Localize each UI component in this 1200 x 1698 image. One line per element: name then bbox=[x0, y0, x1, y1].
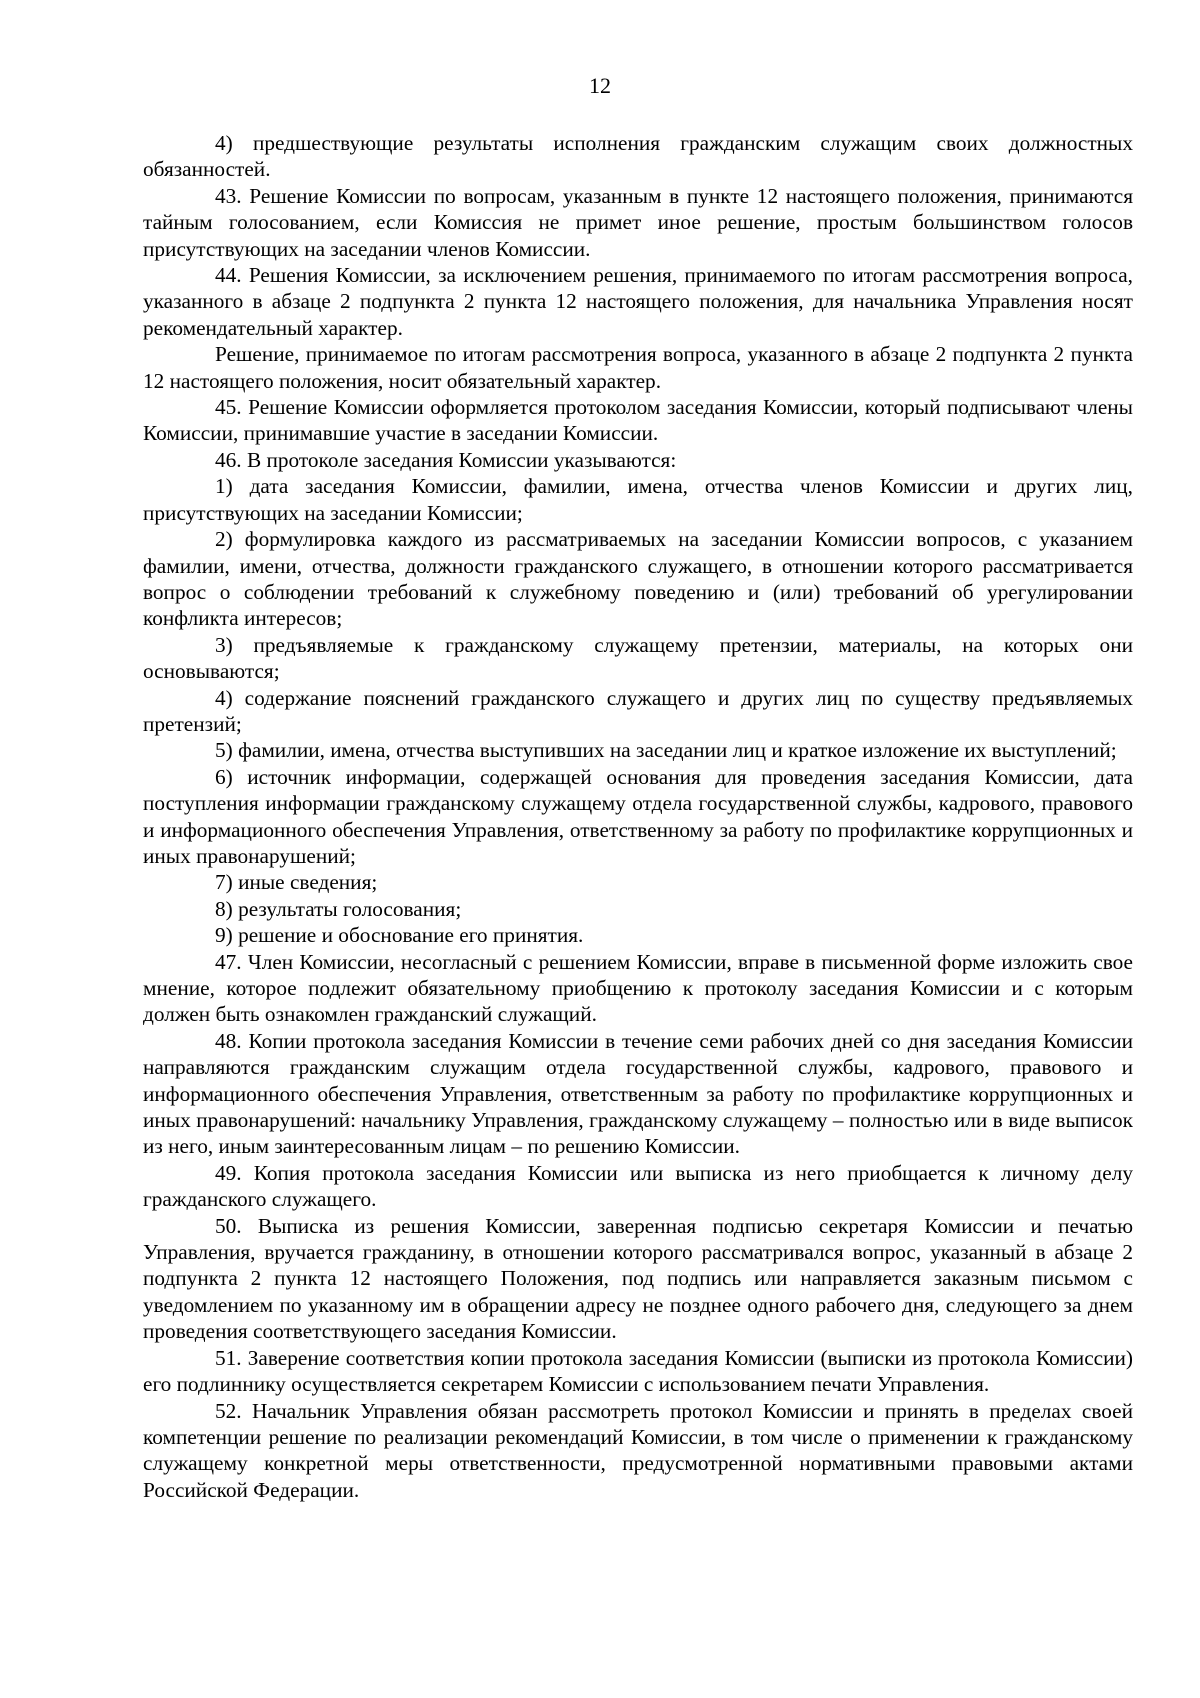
paragraph-49: 49. Копия протокола заседания Комиссии или выписка из него приобщается к личному делу гражданского служащего. bbox=[143, 1160, 1133, 1212]
paragraph-46: 46. В протоколе заседания Комиссии указываются: bbox=[215, 447, 677, 472]
paragraph-46-item-7: 7) иные сведения; bbox=[215, 870, 378, 895]
paragraph-51: 51. Заверение соответствия копии протокола заседания Комиссии (выписки из протокола Комиссии) его подлиннику осуществляется секретарем Комиссии с использованием печати Управления. bbox=[143, 1345, 1133, 1397]
paragraph-item-4: 4) предшествующие результаты исполнения гражданским служащим своих должностных обязанностей. bbox=[143, 131, 1133, 182]
paragraph-44: 44. Решения Комиссии, за исключением решения, принимаемого по итогам рассмотрения вопроса, указанного в абзаце 2 подпункта 2 пункта 12 настоящего положения, для начальника Управления носят рекомендательный характер. bbox=[143, 263, 1133, 340]
page-number: 12 bbox=[589, 73, 611, 98]
paragraph-52: 52. Начальник Управления обязан рассмотреть протокол Комиссии и принять в пределах своей компетенции решение по реализации рекомендаций Комиссии, в том числе о применении к гражданскому служащему конкретной меры ответственности, предусмотренной нормативными правовыми актами Российской Федерации. bbox=[143, 1398, 1133, 1502]
paragraph-46-item-3: 3) предъявляемые к гражданскому служащему претензии, материалы, на которых они основываются; bbox=[143, 632, 1133, 684]
paragraph-46-item-4: 4) содержание пояснений гражданского служащего и других лиц по существу предъявляемых претензий; bbox=[143, 685, 1133, 736]
paragraph-46-item-8: 8) результаты голосования; bbox=[215, 896, 462, 921]
paragraph-43: 43. Решение Комиссии по вопросам, указанным в пункте 12 настоящего положения, принимаются тайным голосованием, если Комиссия не примет иное решение, простым большинством голосов присутствующих на заседании членов Комиссии. bbox=[143, 183, 1133, 261]
paragraph-48: 48. Копии протокола заседания Комиссии в течение семи рабочих дней со дня заседания Комиссии направляются гражданским служащим отдела государственной службы, кадрового, правового и информационного обеспечения Управления, ответственным за работу по профилактике коррупционных и иных правонарушений: начальнику Управления, гражданскому служащему – полностью или в виде выписок из него, иным заинтересованным лицам – по решению Комиссии. bbox=[143, 1028, 1133, 1159]
paragraph-50: 50. Выписка из решения Комиссии, заверенная подписью секретаря Комиссии и печатью Управления, вручается гражданину, в отношении которого рассматривался вопрос, указанный в абзаце 2 подпункта 2 пункта 12 настоящего Положения, под подпись или направляется заказным письмом с уведомлением по указанному им в обращении адресу не позднее одного рабочего дня, следующего за днем проведения соответствующего заседания Комиссии. bbox=[143, 1213, 1133, 1344]
paragraph-46-item-1: 1) дата заседания Комиссии, фамилии, имена, отчества членов Комиссии и других лиц, присутствующих на заседании Комиссии; bbox=[143, 474, 1133, 525]
paragraph-47: 47. Член Комиссии, несогласный с решением Комиссии, вправе в письменной форме изложить свое мнение, которое подлежит обязательному приобщению к протоколу заседания Комиссии и с которым должен быть ознакомлен гражданский служащий. bbox=[143, 949, 1133, 1027]
paragraph-45: 45. Решение Комиссии оформляется протоколом заседания Комиссии, который подписывают члены Комиссии, принимавшие участие в заседании Комиссии. bbox=[143, 395, 1133, 446]
paragraph-46-item-5: 5) фамилии, имена, отчества выступивших на заседании лиц и краткое изложение их выступлений; bbox=[215, 738, 1117, 763]
paragraph-46-item-9: 9) решение и обоснование его принятия. bbox=[215, 923, 584, 948]
document-body bbox=[143, 130, 1133, 1503]
paragraph-44-decision: Решение, принимаемое по итогам рассмотрения вопроса, указанного в абзаце 2 подпункта 2 пункта 12 настоящего положения, носит обязательный характер. bbox=[143, 342, 1133, 393]
paragraph-46-item-2: 2) формулировка каждого из рассматриваемых на заседании Комиссии вопросов, с указанием фамилии, имени, отчества, должности гражданского служащего, в отношении которого рассматривается вопрос о соблюдении требований к служебному поведению и (или) требований об урегулировании конфликта интересов; bbox=[143, 527, 1133, 631]
paragraph-46-item-6: 6) источник информации, содержащей основания для проведения заседания Комиссии, дата поступления информации гражданскому служащему отдела государственной службы, кадрового, правового и информационного обеспечения Управления, ответственному за работу по профилактике коррупционных и иных правонарушений; bbox=[143, 764, 1133, 868]
